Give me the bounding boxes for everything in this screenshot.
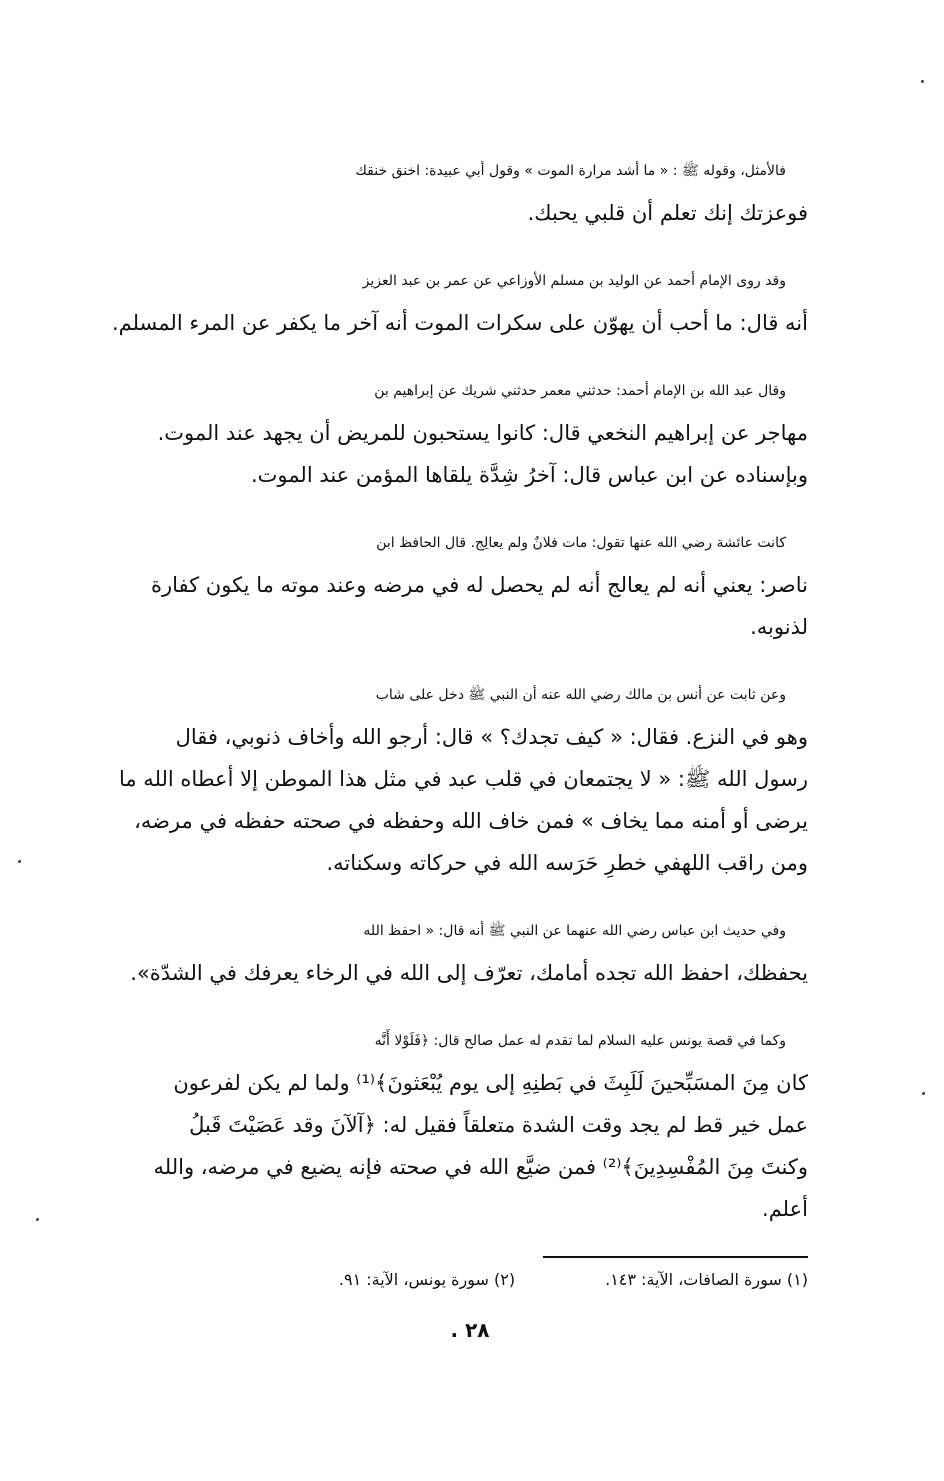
paragraph	[108, 674, 808, 884]
text-line: أعلم.	[762, 1197, 808, 1221]
text-line: لذنوبه.	[750, 615, 808, 639]
text-line: كان مِنَ المسَبِّحينَ لَلَبِثَ في بَطنِهِ إلى يوم يُبْعَثونَ﴾⁽¹⁾ ولما لم يكن لفرعون	[173, 1071, 808, 1095]
paragraph	[108, 150, 808, 234]
paragraph	[108, 522, 808, 648]
paragraph	[108, 260, 808, 344]
footnote-1: (١) سورة الصافات، الآية: ١٤٣.	[605, 1270, 808, 1289]
scan-speck	[18, 860, 21, 863]
text-line: وقال عبد الله بن الإمام أحمد: حدثني معمر حدثني شريك عن إبراهيم بن	[374, 383, 786, 399]
text-line: يرضى أو أمنه مما يخاف » فمن خاف الله وحفظه في صحته حفظه في مرضه،	[134, 809, 808, 833]
text-line: وقد روى الإمام أحمد عن الوليد بن مسلم الأوزاعي عن عمر بن عبد العزيز	[362, 273, 786, 289]
text-line: يحفظك، احفظ الله تجده أمامك، تعرّف إلى الله في الرخاء يعرفك في الشدّة».	[130, 961, 808, 985]
text-line: عمل خير قط لم يجد وقت الشدة متعلقاً فقيل له: ﴿آلآنَ وقد عَصَيْتَ قَبلُ	[189, 1113, 808, 1137]
text-line: ومن راقب اللهفي خطرِ حَرَسه الله في حركاته وسكناته.	[326, 851, 808, 875]
text-line: رسول الله ﷺ: « لا يجتمعان في قلب عبد في مثل هذا الموطن إلا أعطاه الله ما	[118, 767, 808, 791]
text-line: كانت عائشة رضي الله عنها تقول: مات فلانٌ ولم يعالِج. قال الحافظ ابن	[376, 535, 786, 551]
footnote-2: (٢) سورة يونس، الآية: ٩١.	[338, 1270, 516, 1289]
text-line: فوعزتك إنك تعلم أن قلبي يحبك.	[527, 201, 808, 225]
text-line: أنه قال: ما أحب أن يهوّن على سكرات الموت أنه آخر ما يكفر عن المرء المسلم.	[111, 311, 808, 335]
text-line: وفي حديث ابن عباس رضي الله عنهما عن النبي ﷺ أنه قال: « احفظ الله	[363, 923, 786, 939]
text-line: وهو في النزع. فقال: « كيف تجدك؟ » قال: أرجو الله وأخاف ذنوبي، فقال	[175, 725, 808, 749]
scan-speck	[36, 1218, 39, 1221]
text-line: وكما في قصة يونس عليه السلام لما تقدم له عمل صالح قال: ﴿فَلَوْلا أَنَّه	[374, 1033, 786, 1049]
text-line: وعن ثابت عن أنس بن مالك رضي الله عنه أن النبي ﷺ دخل على شاب	[375, 687, 786, 703]
scan-speck	[921, 80, 924, 83]
paragraph	[108, 910, 808, 994]
footnote-divider	[543, 1256, 808, 1258]
footnotes	[248, 1268, 808, 1292]
text-line: فالأمثل، وقوله ﷺ : « ما أشد مرارة الموت » وقول أبي عبيدة: اخنق خنقك	[355, 163, 786, 179]
text-line: مهاجر عن إبراهيم النخعي قال: كانوا يستحبون للمريض أن يجهد عند الموت.	[157, 421, 808, 445]
text-line: ناصر: يعني أنه لم يعالج أنه لم يحصل له في مرضه وعند موته ما يكون كفارة	[150, 573, 808, 597]
text-line: وكنتَ مِنَ المُفْسِدِينَ﴾⁽²⁾ فمن ضيَّع الله في صحته فإنه يضيع في مرضه، والله	[153, 1155, 808, 1179]
text-line: وبإسناده عن ابن عباس قال: آخرُ شِدَّة يلقاها المؤمن عند الموت.	[250, 463, 808, 487]
scan-speck	[922, 1092, 925, 1095]
paragraph	[108, 370, 808, 496]
paragraph	[108, 1020, 808, 1230]
page-body	[108, 150, 808, 1256]
page-number: ٢٨ .	[450, 1318, 490, 1342]
